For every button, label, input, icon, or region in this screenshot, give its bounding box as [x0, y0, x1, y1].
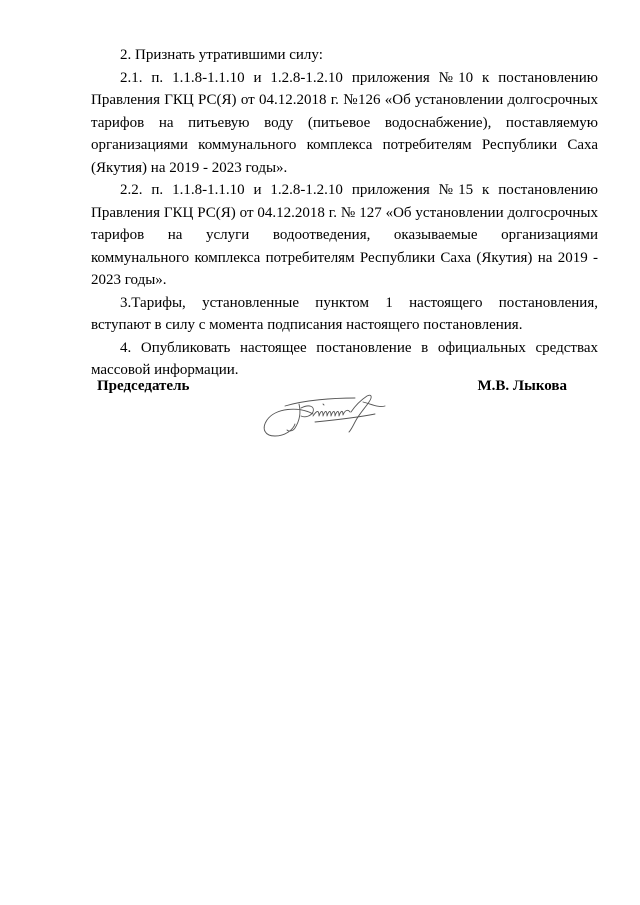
signatory-name: М.В. Лыкова — [477, 378, 567, 394]
handwritten-signature — [255, 384, 415, 444]
paragraph-revoke-heading: 2. Признать утратившими силу: — [120, 47, 323, 63]
paragraph-item-4: 4. Опубликовать настоящее постановление в официальных средствах массовой информации. — [91, 339, 598, 378]
signatory-title: Председатель — [97, 378, 190, 394]
paragraph-item-3: 3.Тарифы, установленные пунктом 1 настоящего постановления, вступают в силу с момента подписания настоящего постановления. — [91, 294, 598, 333]
paragraph-item-2-1: 2.1. п. 1.1.8-1.1.10 и 1.2.8-1.2.10 приложения №10 к постановлению Правления ГКЦ РС(Я) от 04.12.2018 г. №126 «Об установлении долгосрочных тарифов на питьевую воду (питьевое водоснабжение), поставляемую организациями коммунального комплекса потребителям Республики Саха (Якутия) на 2019 - 2023 годы». — [91, 69, 598, 176]
paragraph-item-2-2: 2.2. п. 1.1.8-1.1.10 и 1.2.8-1.2.10 приложения №15 к постановлению Правления ГКЦ РС(Я) от 04.12.2018 г. № 127 «Об установлении долгосрочных тарифов на услуги водоотведения, оказываемые организациями коммунального комплекса потребителям Республики Саха (Якутия) на 2019 - 2023 годы». — [91, 182, 598, 288]
document-body — [91, 44, 598, 382]
